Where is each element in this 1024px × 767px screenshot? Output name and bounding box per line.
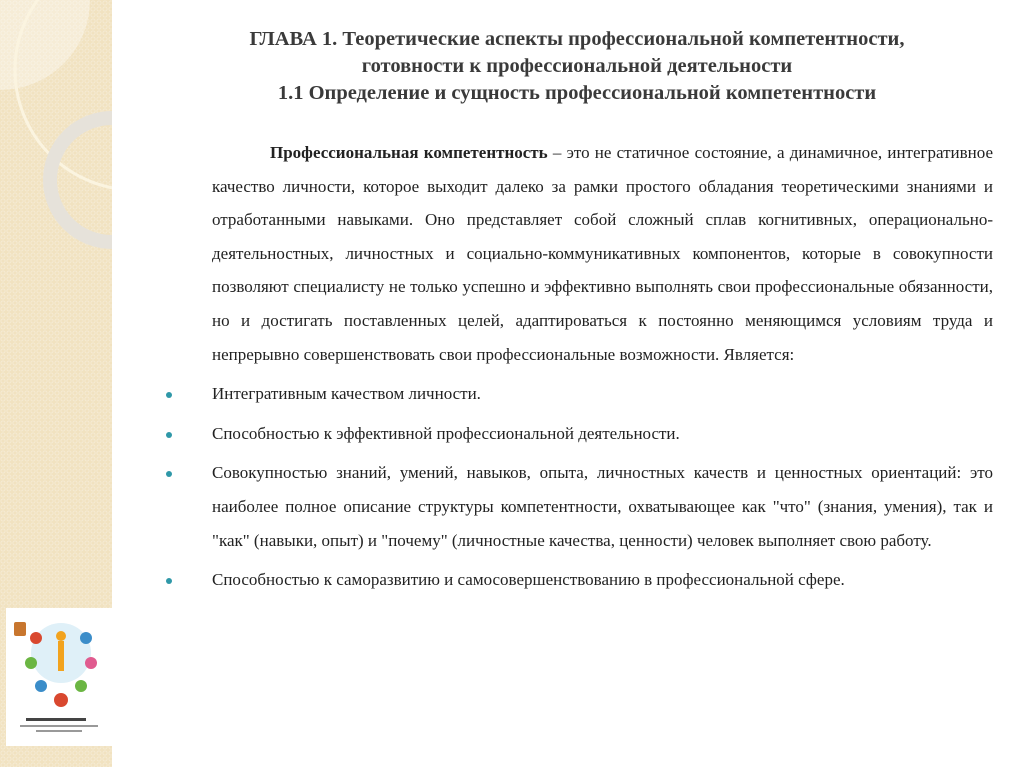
bullet-text: Способностью к эффективной профессиональной деятельности. — [212, 423, 680, 443]
competence-illustration — [6, 608, 112, 746]
bullet-icon — [166, 578, 172, 584]
bullet-item — [212, 456, 993, 557]
slide-title — [130, 26, 1024, 107]
bullet-item — [212, 417, 993, 451]
slide-body — [212, 136, 993, 597]
definition-term: Профессиональная компетентность — [270, 143, 548, 162]
decorative-sidebar — [0, 0, 112, 767]
definition-paragraph — [212, 136, 993, 371]
definition-text: – это не статичное состояние, а динамичное, интегративное качество личности, которое выходит далеко за рамки простого обладания теоретическими знаниями и отработанными навыками. Оно представляет собой сложный сплав когнитивных, операционально-деятельностных, личностных и социально-коммуникативных компонентов, которые в совокупности позволяют специалисту не только успешно и эффективно выполнять свои профессиональные обязанности, но и достигать поставленных целей, адаптироваться к постоянно меняющимся условиям труда и непрерывно совершенствовать свои профессиональные возможности. Является: — [212, 143, 993, 364]
bullet-text: Способностью к саморазвитию и самосовершенствованию в профессиональной сфере. — [212, 570, 845, 590]
bullet-item — [212, 377, 993, 411]
title-line-2: готовности к профессиональной деятельности — [361, 55, 793, 77]
bullet-item — [212, 563, 993, 597]
bullet-text: Интегративным качеством личности. — [212, 384, 481, 404]
bullet-icon — [166, 392, 172, 398]
bullet-icon — [166, 432, 172, 438]
bullet-icon — [166, 471, 172, 477]
bullet-text: Совокупностью знаний, умений, навыков, опыта, личностных качеств и ценностных ориентаций: это наиболее полное описание структуры компетентности, охватывающее как "что" (знания, умения), так и "как" (навыки, опыт) и "почему" (личностные качества, ценности) человек выполняет свою работу. — [212, 463, 993, 550]
title-line-3: 1.1 Определение и сущность профессиональной компетентности — [277, 82, 877, 104]
title-line-1: ГЛАВА 1. Теоретические аспекты профессиональной компетентности, — [249, 28, 905, 50]
